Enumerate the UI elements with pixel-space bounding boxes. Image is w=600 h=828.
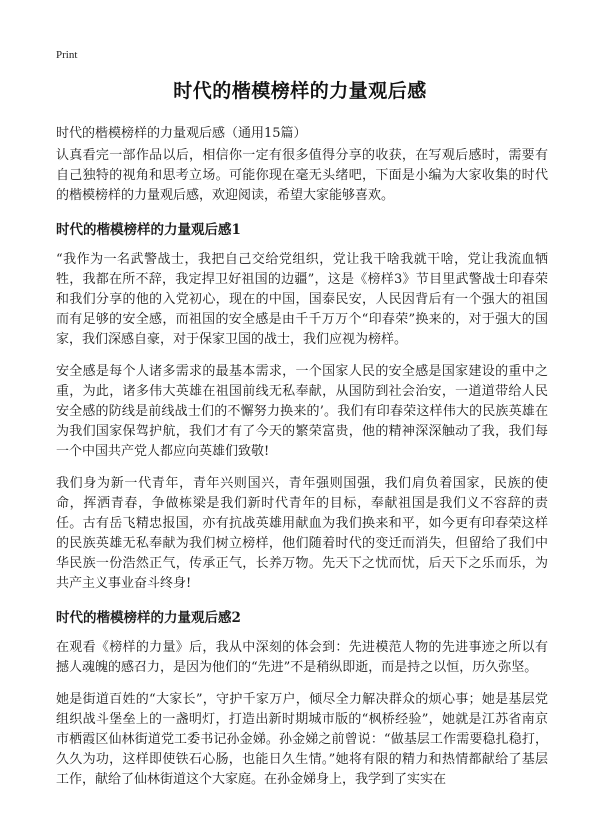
section-heading: 时代的楷模榜样的力量观后感1 — [56, 222, 241, 238]
body-paragraph: “我作为一名武警战士，我把自己交给党组织，党让我干啥我就干啥，党让我流血牺牲，我都在所不辞，我定捍卫好祖国的边疆”，这是《榜样3》节目里武警战士印春荣和我们分享的他的入党初心，现在的中国，国泰民安，人民因背后有一个强大的祖国而有足够的安全感，而祖国的安全感是由千千万万个“印春荣”换来的，对于强大的国家，我们深感自豪，对于保家卫国的战士，我们应视为榜样。 — [56, 252, 548, 347]
document-title: 时代的楷模榜样的力量观后感 — [173, 80, 427, 102]
section-1 — [56, 220, 548, 594]
body-paragraph: 她是街道百姓的“大家长”，守护千家万户，倾尽全力解决群众的烦心事；她是基层党组织战斗堡垒上的一盏明灯，打造出新时期城市版的“枫桥经验”，她就是江苏省南京市栖霞区仙林街道党工委书记孙金娣。孙金娣之前曾说：“做基层工作需要稳扎稳打，久久为功，这样即使铁石心肠，也能日久生情。”她将有限的精力和热情都献给了基层工作，献给了仙林街道这个大家庭。在孙金娣身上，我学到了实实在 — [56, 692, 548, 787]
intro-paragraph: 认真看完一部作品以后，相信你一定有很多值得分享的收获，在写观后感时，需要有自己独特的视角和思考立场。可能你现在毫无头绪吧，下面是小编为大家收集的时代的楷模榜样的力量观后感，欢迎阅读，希望大家能够喜欢。 — [56, 148, 548, 203]
body-paragraph: 安全感是每个人诸多需求的最基本需求，一个国家人民的安全感是国家建设的重中之重，为此，诸多伟大英雄在祖国前线无私奉献，从国防到社会治安，一道道带给人民安全感的防线是前线战士们的不懈努力换来的’。我们有印春荣这样伟大的民族英雄在为我们国家保驾护航，我们才有了今天的繁荣富贵，他的精神深深触动了我，我们每一个中国共产党人都应向英雄们致敬! — [56, 364, 548, 459]
print-link[interactable]: Print — [56, 49, 78, 61]
body-paragraph: 我们身为新一代青年，青年兴则国兴，青年强则国强，我们肩负着国家，民族的使命，挥洒青春，争做栋梁是我们新时代青年的目标，奉献祖国是我们义不容辞的责任。古有岳飞精忠报国，亦有抗战英雄用献血为我们换来和平，如今更有印春荣这样的民族英雄无私奉献为我们树立榜样，他们随着时代的变迁而消失，但留给了我们中华民族一份浩然正气，传承正气，长养万物。先天下之忧而忧，后天下之乐而乐，为共产主义事业奋斗终身! — [56, 476, 548, 591]
document-body — [56, 146, 548, 802]
section-2 — [56, 608, 548, 790]
section-heading: 时代的楷模榜样的力量观后感2 — [56, 610, 241, 626]
body-paragraph: 在观看《榜样的力量》后，我从中深刻的体会到：先进模范人物的先进事迹之所以有撼人魂魄的感召力，是因为他们的“先进”不是稍纵即逝，而是持之以恒，历久弥坚。 — [56, 640, 548, 675]
document-subtitle: 时代的楷模榜样的力量观后感（通用15篇） — [56, 126, 307, 141]
